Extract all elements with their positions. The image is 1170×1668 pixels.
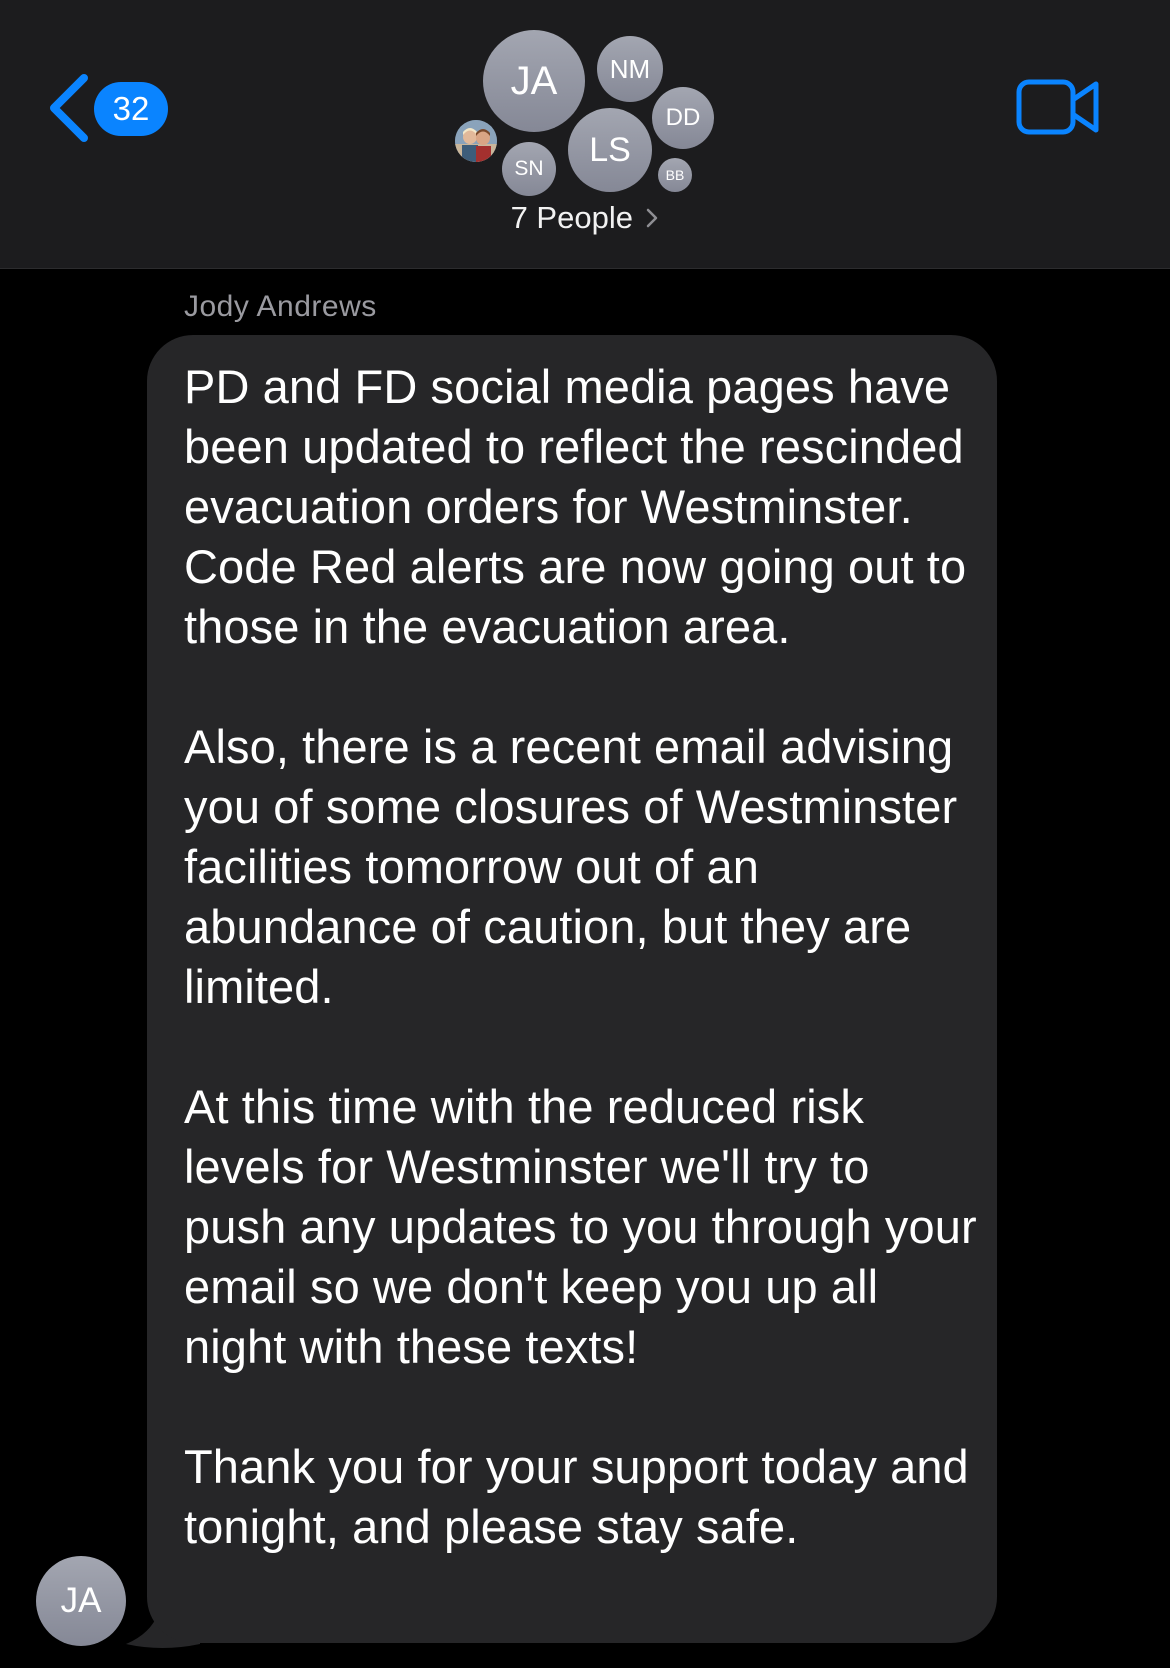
unread-count-badge[interactable]: 32	[94, 82, 168, 136]
avatar-bb[interactable]: BB	[658, 158, 692, 192]
avatar-nm[interactable]: NM	[597, 36, 663, 102]
group-info-link[interactable]	[0, 200, 1170, 236]
message-text	[184, 357, 984, 1557]
message-paragraph: Also, there is a recent email advising you of some closures of Westminster facilities tomorrow out of an abundance of caution, but they are limited.	[184, 720, 958, 1013]
group-member-count[interactable]: 7 People	[510, 200, 633, 235]
video-camera-icon[interactable]	[1016, 78, 1100, 136]
avatar-ja[interactable]: JA	[483, 30, 585, 132]
chevron-right-icon	[645, 207, 659, 229]
sender-avatar[interactable]: JA	[36, 1556, 126, 1646]
message-paragraph: At this time with the reduced risk levels for Westminster we'll try to push any updates to you through your email so we don't keep you up all night with these texts!	[184, 1080, 977, 1373]
message-paragraph: PD and FD social media pages have been updated to reflect the rescinded evacuation orders for Westminster. Code Red alerts are now going out to those in the evacuation area.	[184, 360, 967, 653]
conversation-header	[0, 0, 1170, 269]
avatar-sn[interactable]: SN	[502, 142, 556, 196]
avatar-ls[interactable]: LS	[568, 108, 652, 192]
back-chevron-icon[interactable]	[44, 72, 94, 144]
photo-avatar[interactable]	[455, 120, 497, 162]
message-paragraph: Thank you for your support today and tonight, and please stay safe.	[184, 1440, 969, 1553]
avatar-dd[interactable]: DD	[652, 87, 714, 149]
sender-name: Jody Andrews	[184, 290, 377, 323]
